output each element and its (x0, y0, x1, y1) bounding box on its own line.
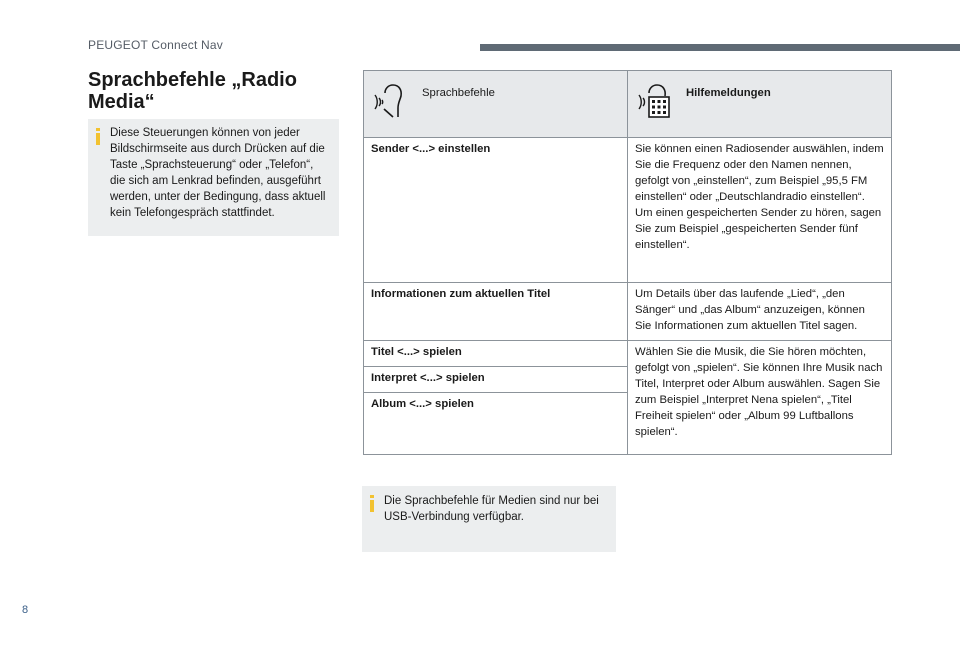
info-note-left (88, 119, 339, 236)
help-text: Um Details über das laufende „Lied“, „den Sänger“ und „das Album“ anzuzeigen, können Sie Informationen zum aktuellen Titel sagen. (635, 288, 865, 332)
info-note-text: Die Sprachbefehle für Medien sind nur bei USB-Verbindung verfügbar. (384, 495, 599, 523)
table-header-help-label: Hilfemeldungen (686, 87, 771, 99)
info-icon (96, 128, 100, 145)
voice-commands-table (363, 70, 892, 455)
header-accent-bar (480, 44, 960, 51)
table-header-row (364, 71, 892, 138)
info-note-bottom (362, 486, 616, 552)
document-header-title: PEUGEOT Connect Nav (88, 38, 223, 52)
command-text: Album <...> spielen (371, 398, 474, 410)
command-text: Sender <...> einstellen (371, 143, 491, 155)
help-text: Sie können einen Radiosender auswählen, indem Sie die Frequenz oder den Namen nennen, gefolgt von „einstellen“, zum Beispiel „95,5 FM einstellen“ oder „Deutschlandradio einstellen“. Um einen gespeicherten Sender zu hören, sagen Sie zum Beispiel „gespeicherten Sender fünf einstellen“. (635, 143, 884, 251)
table-row (364, 283, 892, 341)
command-text: Titel <...> spielen (371, 346, 462, 358)
command-cell (364, 138, 628, 283)
section-title: Sprachbefehle „Radio Media“ (88, 69, 297, 113)
command-text: Interpret <...> spielen (371, 372, 485, 384)
voice-keypad-icon (635, 81, 671, 119)
command-cell (364, 283, 628, 341)
info-icon (370, 495, 374, 512)
help-cell (628, 138, 892, 283)
help-cell (628, 283, 892, 341)
page-number: 8 (22, 604, 29, 616)
table-header-help (628, 71, 892, 138)
table-header-commands-label: Sprachbefehle (422, 87, 495, 99)
table-header-commands (364, 71, 628, 138)
help-text: Wählen Sie die Musik, die Sie hören möchten, gefolgt von „spielen“. Sie können Ihre Musik nach Titel, Interpret oder Album auswählen. Sagen Sie zum Beispiel „Interpret Nena spielen“, „Titel Freiheit spielen“ oder „Album 99 Luftballons spielen“. (635, 346, 883, 438)
command-cell (364, 367, 628, 393)
command-cell (364, 341, 628, 367)
info-note-text: Diese Steuerungen können von jeder Bildschirmseite aus durch Drücken auf die Taste „Sprachsteuerung“ oder „Telefon“, die sich am Lenkrad befinden, ausgeführt werden, unter der Bedingung, dass aktuell kein Telefongespräch stattfindet. (110, 127, 326, 219)
table-row (364, 341, 892, 367)
table-row (364, 138, 892, 283)
command-text: Informationen zum aktuellen Titel (371, 288, 551, 300)
command-cell (364, 393, 628, 455)
help-cell-grouped (628, 341, 892, 455)
voice-command-icon (371, 81, 407, 119)
